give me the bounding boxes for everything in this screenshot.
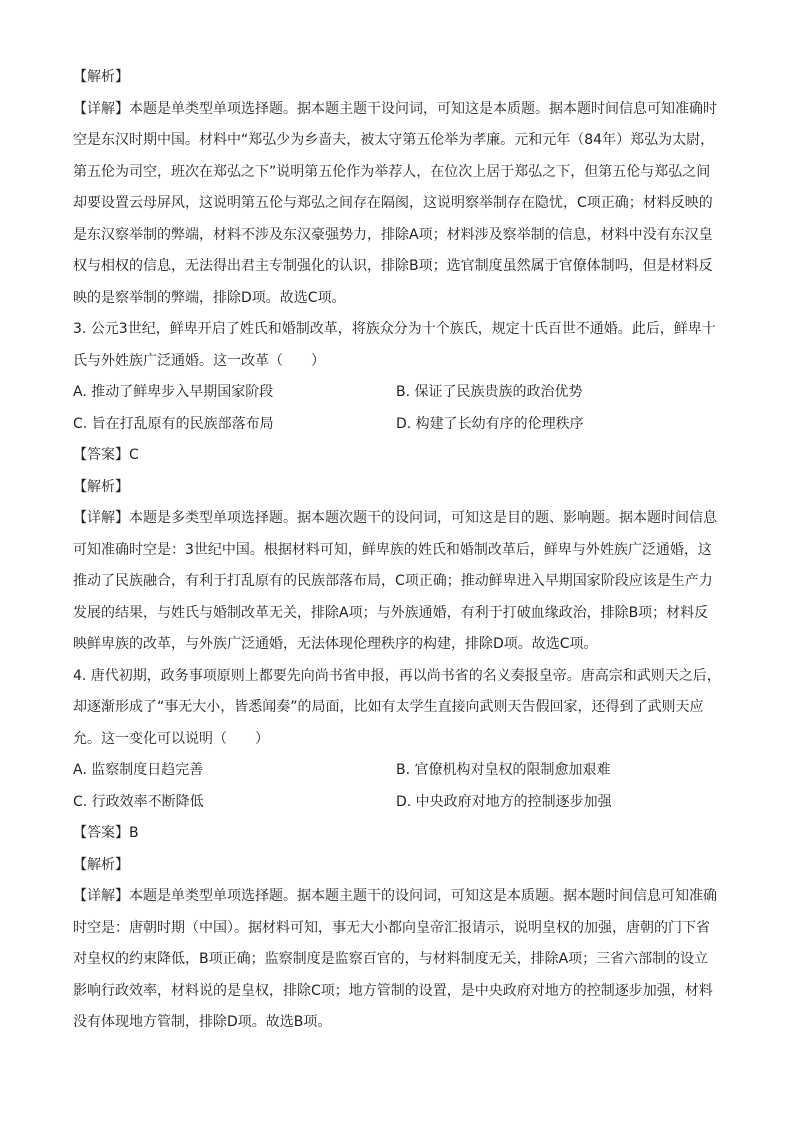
question-4-option-a: A. 监察制度日趋完善 [73,762,204,778]
question-3-option-c: C. 旨在打乱原有的民族部落布局 [73,415,274,432]
question-4-option-d: D. 中央政府对地方的控制逐步加强 [396,793,612,810]
detail-line: 却要设置云母屏风，这说明第五伦与郑弘之间存在隔阂，这说明察举制存在隐忧，C项正确；材料反映的 [73,195,713,211]
detail-line: 空是东汉时期中国。材料中“郑弘少为乡啬夫，被太守第五伦举为孝廉。元和元年（84年）郑弘为太尉， [73,132,715,148]
question-3-detail-line: 推动了民族融合，有利于打乱原有的民族部落布局，C项正确；推动鲜卑进入早期国家阶段应该是生产力 [73,573,713,589]
detail-line: 映的是察举制的弊端，排除D项。故选C项。 [73,289,346,306]
question-4-stem: 4. 唐代初期，政务事项原则上都要先向尚书省申报，再以尚书省的名义奏报皇帝。唐高宗和武则天之后， [73,667,721,684]
document-page [73,62,723,1039]
question-4-detail-line: 【详解】本题是单类型单项选择题。据本题主题干的设问词，可知这是本质题。据本题时间信息可知准确 [73,888,717,904]
question-3-stem: 氏与外姓族广泛通婚。这一改革（ ） [73,352,325,369]
question-4-options-row-2 [73,787,723,819]
question-3-options-row-2 [73,409,723,441]
question-4-detail-line: 影响行政效率，材料说的是皇权，排除C项；地方管制的设置，是中央政府对地方的控制逐步加强，材料 [73,982,713,999]
detail-line: 是东汉察举制的弊端，材料不涉及东汉豪强势力，排除A项；材料涉及察举制的信息，材料中没有东汉皇 [73,226,713,243]
question-4-detail-line: 时空是：唐朝时期（中国）。据材料可知，事无大小都向皇帝汇报请示，说明皇权的加强，唐朝的门下省 [73,919,710,936]
question-3-detail-line: 发展的结果，与姓氏与婚制改革无关，排除A项；与外族通婚，有利于打破血缘政治，排除B项；材料反 [73,604,709,621]
question-4-stem: 允。这一变化可以说明（ ） [73,730,269,747]
question-4-detail-line: 对皇权的约束降低，B项正确；监察制度是监察百官的，与材料制度无关，排除A项；三省六部制的设立 [73,951,709,967]
detail-line: 【详解】本题是单类型单项选择题。据本题主题干设问词，可知这是本质题。据本题时间信息可知准确时 [73,100,717,117]
question-4-analysis-label: 【解析】 [73,856,129,873]
question-4-stem: 却逐渐形成了“事无大小，皆悉闻奏”的局面，比如有太学生直接向武则天告假回家，还得到了武则天应 [73,699,704,715]
question-3-option-a: A. 推动了鲜卑步入早期国家阶段 [73,384,274,400]
question-3-answer: 【答案】C [73,447,139,463]
question-3-detail-line: 可知准确时空是：3世纪中国。根据材料可知，鲜卑族的姓氏和婚制改革后，鲜卑与外姓族广泛通婚，这 [73,541,712,558]
analysis-label: 【解析】 [73,69,129,85]
question-3-detail-line: 映鲜卑族的改革，与外族广泛通婚，无法体现伦理秩序的构建，排除D项。故选C项。 [73,636,598,652]
question-4-detail-line: 没有体现地方管制，排除D项。故选B项。 [73,1014,332,1030]
question-3-options-row-1 [73,377,723,409]
question-4-options-row-1 [73,755,723,787]
question-4-option-b: B. 官僚机构对皇权的限制愈加艰难 [396,762,611,778]
question-3-option-d: D. 构建了长幼有序的伦理秩序 [396,415,584,432]
detail-line: 第五伦为司空，班次在郑弘之下”说明第五伦作为举荐人，在位次上居于郑弘之下，但第五伦与郑弘之间 [73,163,711,180]
question-4-option-c: C. 行政效率不断降低 [73,793,204,810]
question-3-option-b: B. 保证了民族贵族的政治优势 [396,384,583,400]
detail-line: 权与相权的信息，无法得出君主专制强化的认识，排除B项；选官制度虽然属于官僚体制吗，但是材料反 [73,258,713,274]
question-3-stem: 3. 公元3世纪，鲜卑开启了姓氏和婚制改革，将族众分为十个族氏，规定十氏百世不通婚。此后，鲜卑十 [73,321,716,337]
question-4-answer: 【答案】B [73,825,139,841]
question-3-analysis-label: 【解析】 [73,478,129,495]
question-3-detail-line: 【详解】本题是多类型单项选择题。据本题次题干的设问词，可知这是目的题、影响题。据本题时间信息 [73,510,717,526]
